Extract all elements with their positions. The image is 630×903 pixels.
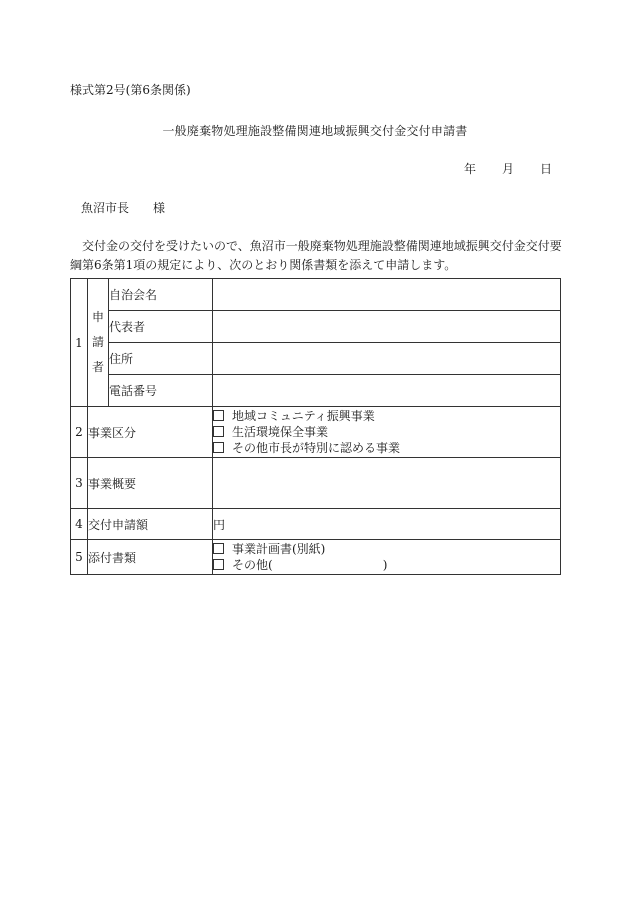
addressee-name: 魚沼市長 <box>81 201 130 215</box>
checkbox-icon[interactable] <box>213 559 224 570</box>
table-row <box>71 407 561 458</box>
option-label: その他( <box>232 558 273 572</box>
phone-field[interactable] <box>213 375 561 407</box>
yen-unit: 円 <box>213 517 226 532</box>
row-number-3: 3 <box>71 458 88 509</box>
option-project-plan[interactable] <box>213 541 560 557</box>
table-row <box>71 279 561 311</box>
checkbox-icon[interactable] <box>213 410 224 421</box>
option-label: 地域コミュニティ振興事業 <box>232 409 375 423</box>
address-field[interactable] <box>213 343 561 375</box>
representative-field[interactable] <box>213 311 561 343</box>
grant-amount-field[interactable] <box>213 509 561 540</box>
project-category-label: 事業区分 <box>88 407 213 458</box>
applicant-char-2: 請 <box>91 335 104 349</box>
project-summary-field[interactable] <box>213 458 561 509</box>
row-number-2: 2 <box>71 407 88 458</box>
table-row <box>71 375 561 407</box>
table-row <box>71 311 561 343</box>
date-year-label: 年 <box>464 162 477 176</box>
addressee-honorific: 様 <box>153 201 166 215</box>
applicant-group-label <box>88 279 109 407</box>
project-category-options <box>213 407 561 458</box>
grant-amount-label: 交付申請額 <box>88 509 213 540</box>
option-mayor-special[interactable] <box>213 440 560 456</box>
form-number: 様式第2号(第6条関係) <box>70 83 191 97</box>
addressee <box>81 199 165 216</box>
applicant-char-1: 申 <box>91 310 104 324</box>
checkbox-icon[interactable] <box>213 543 224 554</box>
row-number-4: 4 <box>71 509 88 540</box>
project-summary-label: 事業概要 <box>88 458 213 509</box>
checkbox-icon[interactable] <box>213 426 224 437</box>
row-number-5: 5 <box>71 540 88 575</box>
row-number-1: 1 <box>71 279 88 407</box>
option-other[interactable] <box>213 557 560 573</box>
date-month-label: 月 <box>502 162 515 176</box>
option-label: 事業計画書(別紙) <box>232 542 326 556</box>
table-row <box>71 509 561 540</box>
table-row <box>71 343 561 375</box>
applicant-char-3: 者 <box>91 360 104 374</box>
association-name-field[interactable] <box>213 279 561 311</box>
date-line <box>464 160 552 177</box>
request-statement: 交付金の交付を受けたいので、魚沼市一般廃棄物処理施設整備関連地域振興交付金交付要綱第6条第1項の規定により、次のとおり関係書類を添えて申請します。 <box>70 239 562 272</box>
checkbox-icon[interactable] <box>213 442 224 453</box>
phone-label: 電話番号 <box>109 375 213 407</box>
application-form-table <box>70 278 561 575</box>
option-label: 生活環境保全事業 <box>232 425 329 439</box>
table-row <box>71 458 561 509</box>
option-community-promotion[interactable] <box>213 408 560 424</box>
association-name-label: 自治会名 <box>109 279 213 311</box>
option-suffix: ) <box>382 558 388 572</box>
option-environment-preservation[interactable] <box>213 424 560 440</box>
attachments-label: 添付書類 <box>88 540 213 575</box>
table-row <box>71 540 561 575</box>
option-label: その他市長が特別に認める事業 <box>232 441 401 455</box>
attachment-options <box>213 540 561 575</box>
date-day-label: 日 <box>540 162 553 176</box>
address-label: 住所 <box>109 343 213 375</box>
document-title: 一般廃棄物処理施設整備関連地域振興交付金交付申請書 <box>162 124 468 138</box>
representative-label: 代表者 <box>109 311 213 343</box>
